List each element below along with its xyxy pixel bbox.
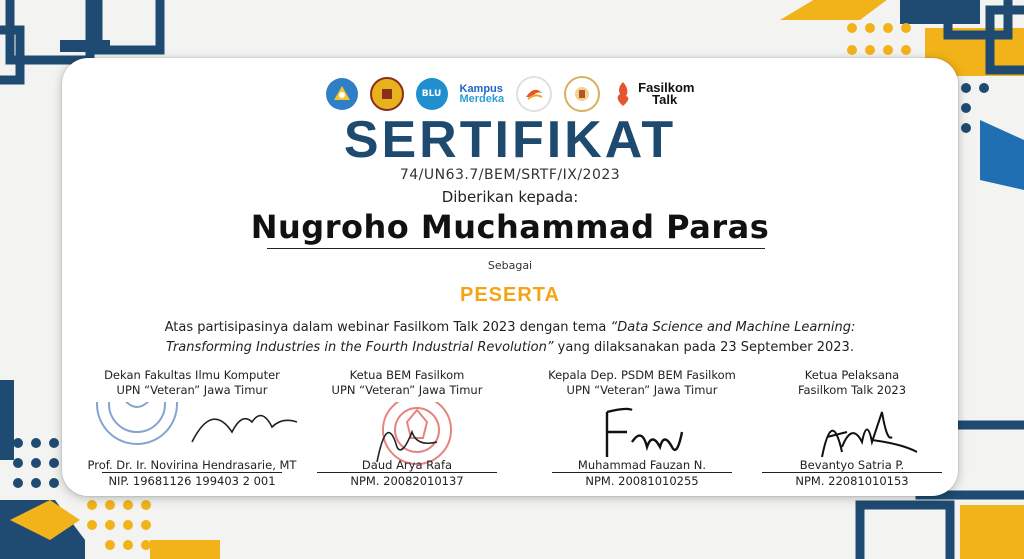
top-left-bar	[60, 40, 110, 52]
kampus-merdeka-logo: Kampus Merdeka	[459, 83, 505, 105]
tut-wuri-handayani-logo-icon	[326, 78, 358, 110]
signer-role-line-1: Kepala Dep. PSDM BEM Fasilkom	[548, 368, 736, 382]
logo-row	[62, 76, 958, 112]
signer-role-line-1: Ketua BEM Fasilkom	[349, 368, 465, 382]
upn-logo-icon	[370, 77, 404, 111]
signer-id: NPM. 20081010255	[585, 474, 699, 488]
signer-dean	[82, 368, 302, 496]
signer-id: NPM. 20082010137	[350, 474, 464, 488]
signature-line	[762, 472, 942, 473]
certificate-card	[62, 58, 958, 496]
signer-role-line-1: Ketua Pelaksana	[804, 368, 900, 382]
desc-suffix: yang dilaksanakan pada 23 September 2023.	[553, 340, 854, 355]
signature-section	[62, 368, 958, 496]
as-label: Sebagai	[487, 259, 533, 272]
certificate-description	[82, 318, 938, 358]
signature-line	[317, 472, 497, 473]
fasilkom-emblem-icon	[564, 76, 600, 112]
signer-role-line-2: UPN “Veteran” Jawa Timur	[116, 383, 268, 397]
signer-event-chair	[742, 368, 962, 496]
blu-logo-icon: BLU	[416, 78, 448, 110]
signer-role-line-2: UPN “Veteran” Jawa Timur	[566, 383, 718, 397]
signer-id: NPM. 22081010153	[795, 474, 909, 488]
certificate-number: 74/UN63.7/BEM/SRTF/IX/2023	[399, 167, 621, 183]
signer-psdm-head	[532, 368, 752, 496]
signer-name: Daud Arya Rafa	[361, 458, 453, 472]
signer-role-line-1: Dekan Fakultas Ilmu Komputer	[104, 368, 280, 382]
recipient-role: PESERTA	[460, 284, 560, 306]
given-to-label: Diberikan kepada:	[441, 188, 579, 206]
fasilkom-talk-logo: Fasilkom Talk	[612, 80, 694, 108]
signer-name: Bevantyo Satria P.	[799, 458, 905, 472]
desc-prefix: Atas partisipasinya dalam webinar Fasilkom Talk 2023 dengan tema	[164, 320, 611, 335]
signer-role-line-2: Fasilkom Talk 2023	[797, 383, 907, 397]
desc-theme-2: Transforming Industries in the Fourth Industrial Revolution”	[166, 340, 554, 355]
signer-name: Muhammad Fauzan N.	[577, 458, 707, 472]
signer-role-line-2: UPN “Veteran” Jawa Timur	[331, 383, 483, 397]
certificate-title: SERTIFIKAT	[343, 111, 677, 169]
signer-name: Prof. Dr. Ir. Novirina Hendrasarie, MT	[87, 458, 297, 472]
bem-logo-icon	[516, 76, 552, 112]
recipient-name: Nugroho Muchammad Paras	[250, 208, 770, 246]
recipient-underline	[267, 248, 765, 249]
signer-id: NIP. 19681126 199403 2 001	[108, 474, 276, 488]
fasilkom-talk-flame-icon	[612, 80, 634, 108]
signature-line	[102, 472, 282, 473]
signature-line	[552, 472, 732, 473]
signer-bem-chair	[297, 368, 517, 496]
desc-theme-1: “Data Science and Machine Learning:	[610, 320, 856, 335]
